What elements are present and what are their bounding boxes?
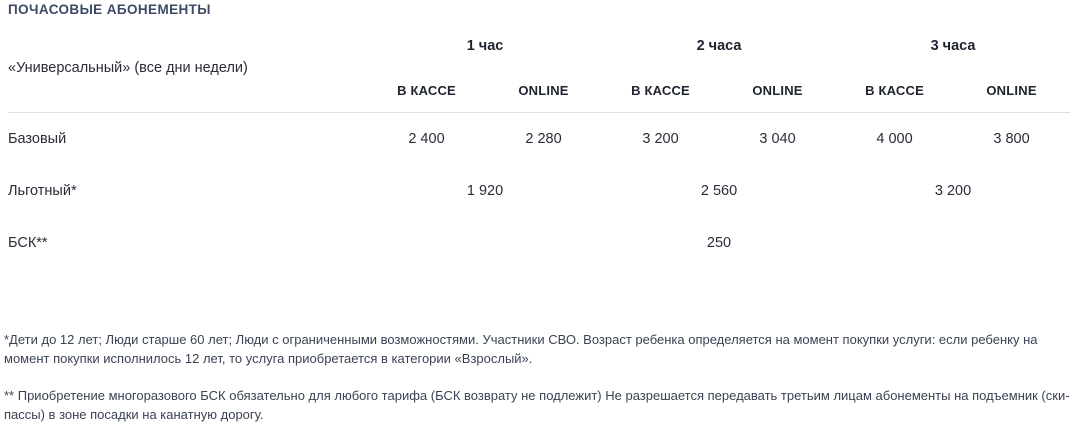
cell-basic-1h-cashdesk: 2 400 xyxy=(408,131,445,147)
channel-header-6: ONLINE xyxy=(986,82,1037,98)
row-name-bsk: БСК** xyxy=(8,235,48,251)
cell-discount-2h: 2 560 xyxy=(700,183,738,199)
duration-group-2: 2 часа xyxy=(696,38,742,54)
channel-header-5: В КАССЕ xyxy=(865,82,924,98)
table-body xyxy=(8,113,1070,270)
cell-basic-1h-online: 2 280 xyxy=(525,131,562,147)
duration-group-1: 1 час xyxy=(466,38,504,54)
row-name-discount: Льготный* xyxy=(8,183,77,199)
footnote-2: ** Приобретение многоразового БСК обязательно для любого тарифа (БСК возврату не подлежит) Не разрешается передавать третьим лицам абонементы на подъемник (ски-пассы) в зоне посадки на канатную дорогу. xyxy=(4,388,1070,422)
channel-header-4: ONLINE xyxy=(752,82,803,98)
table-row xyxy=(8,113,1070,166)
pricing-table xyxy=(8,24,1070,269)
table-row xyxy=(8,217,1070,269)
footnote-1: *Дети до 12 лет; Люди старше 60 лет; Люди с ограниченными возможностями. Участники СВО. Возраст ребенка определяется на момент покупки услуги: если ребенку на момент покупки исполнилось 12 лет, то услуга приобретается в категории «Взрослый». xyxy=(4,332,1038,366)
pricing-table-container xyxy=(8,24,1070,269)
page-title: ПОЧАСОВЫЕ АБОНЕМЕНТЫ xyxy=(8,2,211,17)
channel-header-3: В КАССЕ xyxy=(631,82,690,98)
cell-discount-3h: 3 200 xyxy=(934,183,972,199)
cell-bsk-price: 250 xyxy=(706,235,732,251)
channel-header-2: ONLINE xyxy=(518,82,569,98)
table-row xyxy=(8,165,1070,217)
channel-header-1: В КАССЕ xyxy=(397,82,456,98)
row-header-label: «Универсальный» (все дни недели) xyxy=(8,60,248,76)
table-head xyxy=(8,24,1070,113)
row-name-basic: Базовый xyxy=(8,131,67,147)
cell-discount-1h: 1 920 xyxy=(466,183,504,199)
cell-basic-2h-online: 3 040 xyxy=(759,131,796,147)
cell-basic-3h-online: 3 800 xyxy=(993,131,1030,147)
table-header-groups-row xyxy=(8,24,1070,68)
footnotes xyxy=(4,330,1074,424)
duration-group-3: 3 часа xyxy=(930,38,976,54)
cell-basic-3h-cashdesk: 4 000 xyxy=(876,131,913,147)
cell-basic-2h-cashdesk: 3 200 xyxy=(642,131,679,147)
